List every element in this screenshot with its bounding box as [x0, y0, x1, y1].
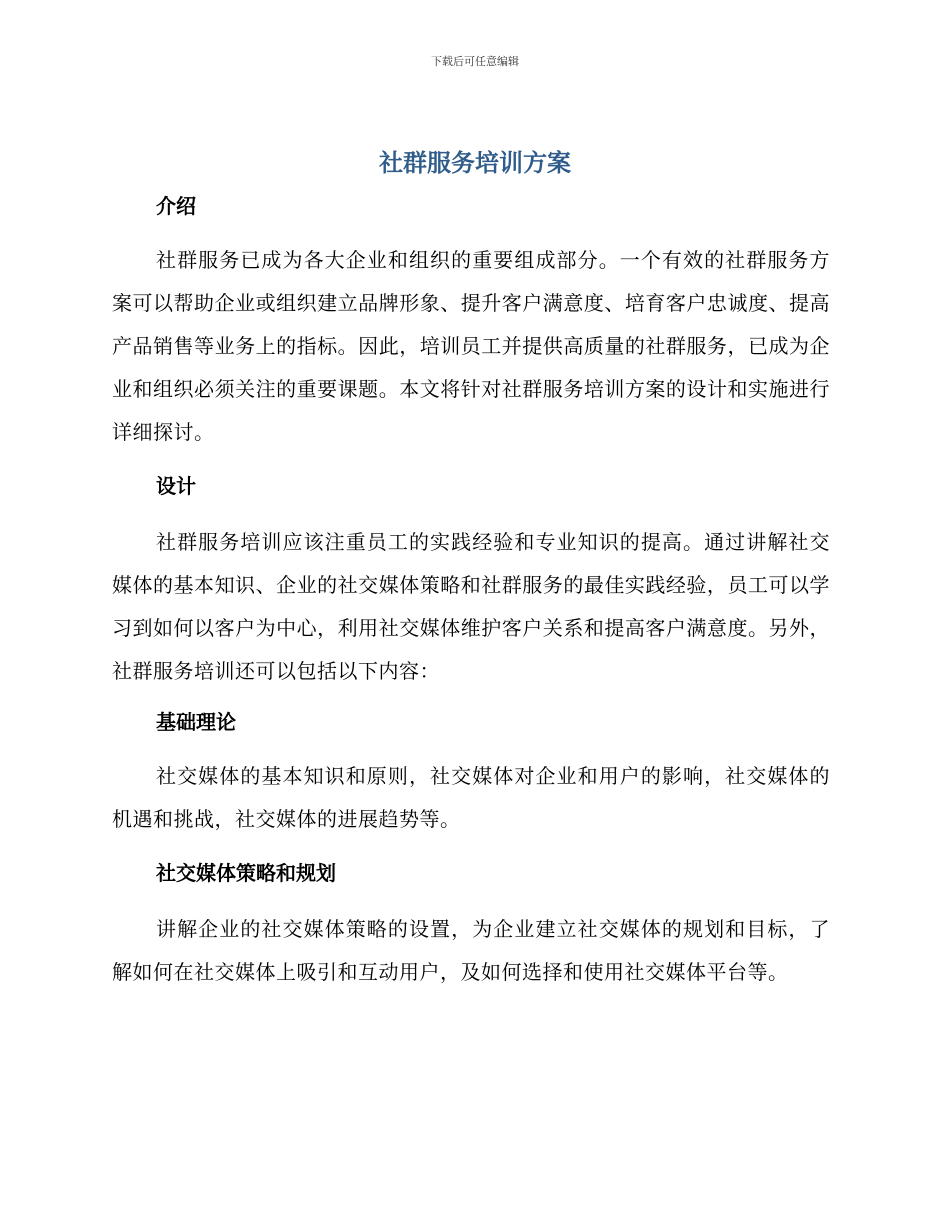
- section-heading-intro: 介绍: [156, 194, 196, 218]
- section-body-basic-theory: 社交媒体的基本知识和原则，社交媒体对企业和用户的影响，社交媒体的机遇和挑战，社交媒体的进展趋势等。: [112, 764, 830, 831]
- section-heading-design: 设计: [156, 474, 196, 498]
- section-heading-basic-theory: 基础理论: [156, 710, 236, 734]
- section-intro: [112, 193, 830, 454]
- section-design: [112, 473, 830, 693]
- page-header: 下载后可任意编辑: [431, 55, 519, 68]
- section-body-intro: 社群服务已成为各大企业和组织的重要组成部分。一个有效的社群服务方案可以帮助企业或组织建立品牌形象、提升客户满意度、培育客户忠诚度、提高产品销售等业务上的指标。因此，培训员工并提供高质量的社群服务，已成为企业和组织必须关注的重要课题。本文将针对社群服务培训方案的设计和实施进行详细探讨。: [112, 248, 830, 444]
- document-title: 社群服务培训方案: [379, 149, 571, 177]
- section-heading-strategy: 社交媒体策略和规划: [156, 861, 336, 885]
- section-strategy: [112, 860, 830, 994]
- section-body-design: 社群服务培训应该注重员工的实践经验和专业知识的提高。通过讲解社交媒体的基本知识、企业的社交媒体策略和社群服务的最佳实践经验，员工可以学习到如何以客户为中心，利用社交媒体维护客户关系和提高客户满意度。另外，社群服务培训还可以包括以下内容：: [112, 530, 830, 683]
- section-body-strategy: 讲解企业的社交媒体策略的设置，为企业建立社交媒体的规划和目标，了解如何在社交媒体上吸引和互动用户，及如何选择和使用社交媒体平台等。: [112, 917, 830, 984]
- section-basic-theory: [112, 709, 830, 841]
